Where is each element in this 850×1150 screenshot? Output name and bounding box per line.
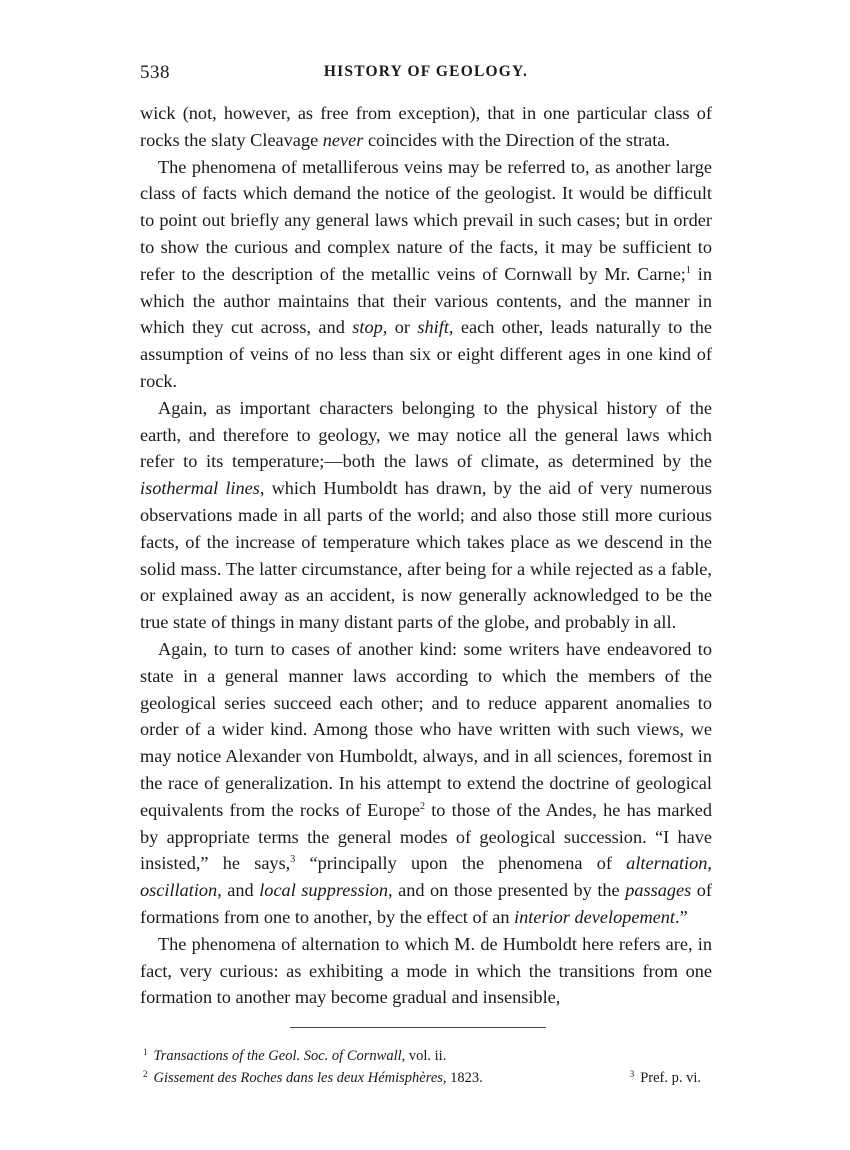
text-run: The phenomena of metalliferous veins may be referred to, as another large class of facts which demand the notice of the geologist. It would be difficult to point out briefly any general laws which prevail in such cases; but in order to show the curious and complex nature of the facts, it may be sufficient to refer to the description of the metallic veins of Cornwall by Mr. Carne; (140, 156, 712, 284)
text-run: The phenomena of alternation to which M. de Humboldt here refers are, in fact, very curious: as exhibiting a mode in which the transitions from one formation to another may become gradual and insensible, (140, 933, 712, 1008)
italic-text: alternation (626, 853, 708, 874)
text-run: , (707, 853, 712, 874)
text-run: wick (not, however, as free from exception), that in one particular class of rocks the slaty Cleavage (140, 103, 712, 150)
footnote-title: Gissement des Roches dans les deux Hémisphères (153, 1070, 443, 1086)
footnote-1 (143, 1041, 711, 1063)
italic-text: interior developement (514, 906, 676, 927)
footnote-reference: 1 (685, 264, 691, 276)
footnote-rule (290, 1027, 546, 1028)
running-head (140, 62, 712, 86)
text-run: of formations from one to another, by the effect of an (140, 880, 712, 927)
footnote-mark: 3 (629, 1069, 635, 1079)
footnote-rest: , vol. ii. (401, 1048, 447, 1064)
italic-text: stop (352, 317, 383, 338)
footnote-reference: 2 (419, 800, 425, 812)
footnotes (143, 1041, 711, 1085)
footnote-text: Pref. p. vi. (640, 1070, 701, 1086)
text-run: Again, as important characters belonging to the physical history of the earth, and therefore to geology, we may notice all the general laws which refer to its temperature;—both the laws of climate, as determined by the (140, 397, 712, 472)
text-run: in which the author maintains that their various contents, and the manner in which they cut across, and (140, 263, 712, 338)
italic-text: never (322, 129, 364, 150)
paragraph (140, 931, 712, 1011)
footnote-mark: 1 (143, 1047, 148, 1057)
footnote-3 (630, 1063, 701, 1089)
text-run: coincides with the Direction of the strata. (363, 129, 670, 150)
paragraph (140, 100, 712, 154)
text-run: to those of the Andes, he has marked by appropriate terms the general modes of geological succession. “I have insisted,” he says, (140, 799, 712, 874)
text-run: , and on those presented by the (387, 880, 626, 901)
italic-text: local suppression (259, 880, 388, 901)
text-run: .” (675, 906, 688, 927)
italic-text: shift (417, 317, 449, 338)
text-run: Again, to turn to cases of another kind: some writers have endeavored to state in a general manner laws according to which the members of the geological series succeed each other; and to reduce apparent anomalies to order of a wider kind. Among those who have written with such views, we may notice Alexander von Humboldt, always, and in all sciences, foremost in the race of generalization. In his attempt to extend the doctrine of geological equivalents from the rocks of Europe (140, 638, 712, 820)
footnote-reference: 3 (290, 854, 296, 866)
italic-text: passages (625, 880, 692, 901)
paragraph (140, 395, 712, 636)
text-run: , or (382, 317, 418, 338)
footnote-rest: , 1823. (442, 1070, 483, 1086)
footnote-title: Transactions of the Geol. Soc. of Cornwall (153, 1048, 402, 1064)
text-run: , each other, leads naturally to the assumption of veins of no less than six or eight different ages in one kind of rock. (140, 317, 712, 391)
footnote-mark: 2 (143, 1069, 148, 1079)
page-number: 538 (140, 62, 170, 83)
italic-text: isothermal lines (140, 478, 260, 499)
text-run: , which Humboldt has drawn, by the aid of very numerous observations made in all parts of the world; and also those still more curious facts, of the increase of temperature which takes place as we descend in the solid mass. The latter circumstance, after being for a while rejected as a fable, or explained away as an accident, is now generally acknowledged to be the true state of things in many distant parts of the globe, and probably in all. (140, 478, 712, 633)
text-run: , and (217, 880, 260, 901)
paragraph (140, 154, 712, 395)
text-run: “principally upon the phenomena of (295, 853, 627, 874)
body-text (140, 100, 712, 1011)
paragraph (140, 636, 712, 931)
italic-text: oscillation (140, 880, 218, 901)
running-title: HISTORY OF GEOLOGY. (323, 63, 529, 80)
footnote-2 (143, 1063, 711, 1085)
